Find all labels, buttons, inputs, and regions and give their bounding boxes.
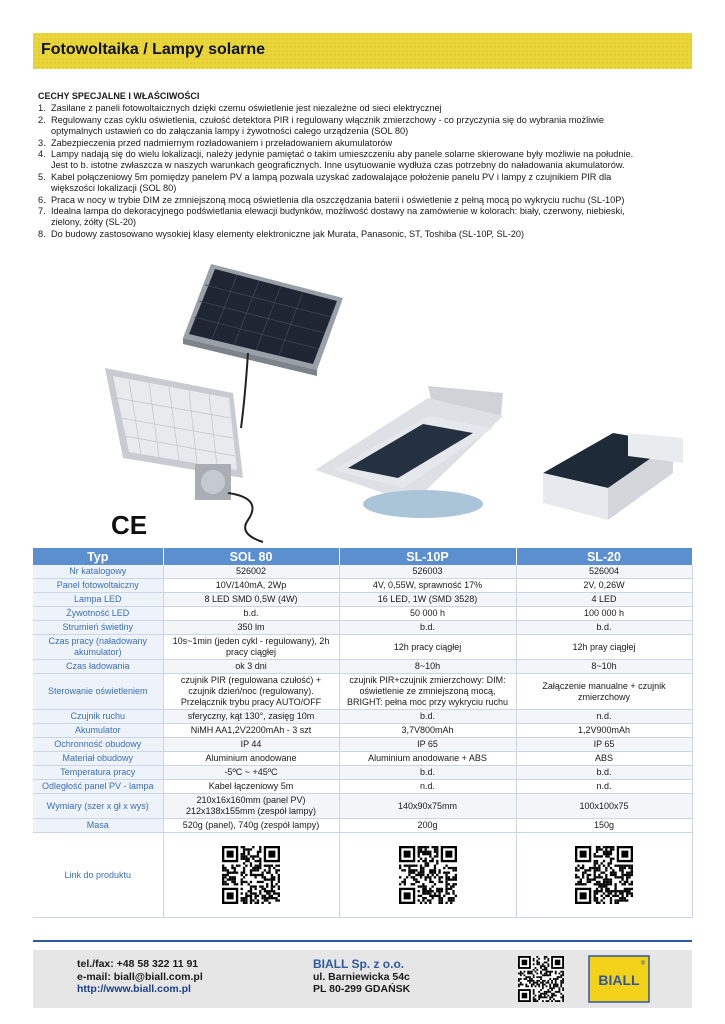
- cell-value: 8~10h: [516, 660, 692, 674]
- footer-qr-code[interactable]: [518, 956, 564, 1002]
- cell-value: 4V, 0,55W, sprawność 17%: [339, 579, 516, 593]
- row-label: Strumień świetlny: [33, 621, 163, 635]
- table-row-link: [33, 833, 692, 918]
- cell-value: sferyczny, kąt 130°, zasięg 10m: [163, 710, 339, 724]
- cell-value: n.d.: [339, 780, 516, 794]
- feature-item: [38, 195, 688, 206]
- table-row: [33, 579, 692, 593]
- cell-value: 12h pracy ciągłej: [339, 635, 516, 660]
- feature-line: Praca w nocy w trybie DIM ze zmniejszoną mocą oświetlenia dla oszczędzania baterii i oświetlenie z pełną mocą po wykryciu ruchu (SL-10P): [51, 194, 625, 205]
- feature-text: [51, 149, 688, 172]
- cell-value: 350 lm: [163, 621, 339, 635]
- feature-number: 4.: [38, 149, 46, 160]
- header-sol80: SOL 80: [163, 548, 339, 565]
- feature-item: [38, 138, 688, 149]
- cell-value: b.d.: [163, 607, 339, 621]
- cell-value: 8 LED SMD 0,5W (4W): [163, 593, 339, 607]
- city: PL 80-299 GDAŃSK: [313, 983, 411, 995]
- feature-line: większości lokalizacji (SOL 80): [51, 183, 177, 194]
- feature-text: [51, 206, 688, 229]
- feature-item: [38, 206, 688, 229]
- product-qr-code[interactable]: [399, 846, 457, 904]
- feature-number: 2.: [38, 114, 46, 125]
- cell-value: 210x16x160mm (panel PV) 212x138x155mm (zespół lampy): [163, 794, 339, 819]
- row-label: Lampa LED: [33, 593, 163, 607]
- cell-value: b.d.: [516, 766, 692, 780]
- contact-info: [77, 958, 203, 996]
- cell-value: czujnik PIR+czujnik zmierzchowy: DIM: oświetlenie ze zmniejszoną mocą, BRIGHT: pełna moc przy wykryciu ruchu: [339, 674, 516, 710]
- feature-line: Idealna lampa do dekoracyjnego podświetlania elewacji budynków, możliwość dostawy na zamówienie w kolorach: biały, czerwony, niebieski,: [51, 206, 625, 217]
- table-row: [33, 621, 692, 635]
- svg-text:BIALL: BIALL: [598, 972, 640, 988]
- sl20-lamp-image: [543, 433, 683, 520]
- company-name: BIALL Sp. z o.o.: [313, 957, 405, 971]
- cell-value: Załączenie manualne + czujnik zmierzchowy: [516, 674, 692, 710]
- feature-line: Do budowy zastosowano wysokiej klasy elementy elektroniczne jak Murata, Panasonic, ST, Toshiba (SL-10P, SL-20): [51, 228, 525, 239]
- table-row: [33, 819, 692, 833]
- table-row: [33, 607, 692, 621]
- product-qr-code[interactable]: [575, 846, 633, 904]
- row-label: Sterowanie oświetleniem: [33, 674, 163, 710]
- header-sl20: SL-20: [516, 548, 692, 565]
- row-label: Akumulator: [33, 724, 163, 738]
- cell-value: 8~10h: [339, 660, 516, 674]
- feature-text: [51, 172, 688, 195]
- feature-line: Regulowany czas cyklu oświetlenia, czułość detektora PIR i regulowany włącznik zmierzchowy - co przyczynia się do wybrania możliwie: [51, 114, 604, 125]
- qr-cell: [516, 833, 692, 918]
- street: ul. Barniewicka 54c: [313, 970, 410, 983]
- cell-value: IP 44: [163, 738, 339, 752]
- cell-value: Aluminium anodowane + ABS: [339, 752, 516, 766]
- row-label: Wymiary (szer x gł x wys): [33, 794, 163, 819]
- cell-value: b.d.: [339, 710, 516, 724]
- feature-text: [51, 103, 688, 114]
- feature-item: [38, 172, 688, 195]
- biall-logo: [588, 955, 650, 1003]
- table-row: [33, 593, 692, 607]
- feature-number: 5.: [38, 171, 46, 182]
- row-label: Materiał obudowy: [33, 752, 163, 766]
- feature-line: Zasilane z paneli fotowoltaicznych dzięki czemu oświetlenie jest niezależne od sieci elektrycznej: [51, 103, 442, 114]
- row-label: Nr katalogowy: [33, 565, 163, 579]
- table-row: [33, 565, 692, 579]
- ce-mark: CE: [111, 510, 148, 540]
- feature-text: [51, 229, 688, 240]
- cell-value: 12h pray ciągłej: [516, 635, 692, 660]
- cell-value: 10s~1min (jeden cykl - regulowany), 2h pracy ciągłej: [163, 635, 339, 660]
- feature-text: [51, 138, 688, 149]
- cell-value: IP 65: [339, 738, 516, 752]
- feature-number: 8.: [38, 228, 46, 239]
- qr-cell: [339, 833, 516, 918]
- bottom-divider: [33, 940, 692, 942]
- row-label: Czujnik ruchu: [33, 710, 163, 724]
- cell-value: Aluminium anodowane: [163, 752, 339, 766]
- table-row: [33, 724, 692, 738]
- row-label: Link do produktu: [33, 833, 163, 918]
- feature-item: [38, 115, 688, 138]
- phone: tel./fax: +48 58 322 11 91: [77, 958, 199, 970]
- cell-value: NiMH AA1,2V2200mAh - 3 szt: [163, 724, 339, 738]
- cell-value: ABS: [516, 752, 692, 766]
- cell-value: ok 3 dni: [163, 660, 339, 674]
- cell-value: b.d.: [339, 766, 516, 780]
- feature-line: zielony, żółty (SL-20): [51, 217, 137, 228]
- product-photos: [33, 258, 692, 548]
- row-label: Temperatura pracy: [33, 766, 163, 780]
- row-label: Odległość panel PV - lampa: [33, 780, 163, 794]
- feature-text: [51, 195, 688, 206]
- email-link[interactable]: e-mail: biall@biall.com.pl: [77, 970, 203, 983]
- table-row: [33, 674, 692, 710]
- cell-value: 2V, 0,26W: [516, 579, 692, 593]
- feature-line: Zabezpieczenia przed nadmiernym rozładowaniem i przeładowaniem akumulatorów: [51, 137, 393, 148]
- table-row: [33, 780, 692, 794]
- feature-line: Kabel połączeniowy 5m pomiędzy panelem PV a lampą pozwala uzyskać zadowalające położenie panelu PV i lampy z czujnikiem PIR dla: [51, 171, 612, 182]
- cell-value: 4 LED: [516, 593, 692, 607]
- feature-text: [51, 115, 688, 138]
- cell-value: 520g (panel), 740g (zespół lampy): [163, 819, 339, 833]
- company-address: [313, 958, 410, 996]
- table-row: [33, 766, 692, 780]
- features-heading: CECHY SPECJALNE I WŁAŚCIWOŚCI: [38, 91, 200, 101]
- page-title: Fotowoltaika / Lampy solarne: [41, 41, 266, 58]
- cell-value: 10V/140mA, 2Wp: [163, 579, 339, 593]
- website-link[interactable]: http://www.biall.com.pl: [77, 983, 191, 995]
- cell-value: n.d.: [516, 710, 692, 724]
- cell-value: b.d.: [339, 621, 516, 635]
- row-label: Czas pracy (naładowany akumulator): [33, 635, 163, 660]
- product-qr-code[interactable]: [222, 846, 280, 904]
- feature-line: Lampy nadają się do wielu lokalizacji, należy jedynie pamiętać o takim umieszczeniu aby panele solarne skierowane były możliwie na południe.: [51, 149, 634, 160]
- cell-value: 140x90x75mm: [339, 794, 516, 819]
- cell-value: 100x100x75: [516, 794, 692, 819]
- feature-number: 1.: [38, 103, 46, 114]
- table-row: [33, 752, 692, 766]
- feature-item: [38, 149, 688, 172]
- cell-value: 526002: [163, 565, 339, 579]
- table-row: [33, 738, 692, 752]
- table-row: [33, 635, 692, 660]
- cell-value: 1,2V900mAh: [516, 724, 692, 738]
- sl10p-lamp-image: [315, 386, 503, 518]
- table-row: [33, 710, 692, 724]
- features-list: [38, 103, 688, 240]
- row-label: Żywotność LED: [33, 607, 163, 621]
- footer: [33, 950, 692, 1008]
- table-row: [33, 660, 692, 674]
- header-type: Typ: [33, 548, 163, 565]
- cell-value: b.d.: [516, 621, 692, 635]
- cell-value: Kabel łączeniowy 5m: [163, 780, 339, 794]
- table-row: [33, 794, 692, 819]
- spec-table: [33, 548, 693, 918]
- cell-value: n.d.: [516, 780, 692, 794]
- cell-value: 526004: [516, 565, 692, 579]
- cell-value: 50 000 h: [339, 607, 516, 621]
- feature-line: Jest to b. istotne zwłaszcza w naszych warunkach geograficznych. Inne usytuowanie wydłuża czas potrzebny do naładowania akumulatorów.: [51, 160, 625, 171]
- feature-item: [38, 103, 688, 114]
- row-label: Ochronność obudowy: [33, 738, 163, 752]
- cell-value: -5ºC ~ +45ºC: [163, 766, 339, 780]
- cell-value: 100 000 h: [516, 607, 692, 621]
- title-banner: [33, 33, 692, 69]
- qr-cell: [163, 833, 339, 918]
- cell-value: 526003: [339, 565, 516, 579]
- feature-line: optymalnych ustawień co do załączania lampy i żywotności całego urządzenia (SOL 80): [51, 126, 409, 137]
- cell-value: 3,7V800mAh: [339, 724, 516, 738]
- row-label: Masa: [33, 819, 163, 833]
- cell-value: 16 LED, 1W (SMD 3528): [339, 593, 516, 607]
- cell-value: IP 65: [516, 738, 692, 752]
- header-sl10p: SL-10P: [339, 548, 516, 565]
- feature-number: 3.: [38, 137, 46, 148]
- cell-value: 200g: [339, 819, 516, 833]
- cell-value: czujnik PIR (regulowana czułość) + czujnik dzień/noc (regulowany). Przełącznik trybu pracy AUTO/OFF: [163, 674, 339, 710]
- cell-value: 150g: [516, 819, 692, 833]
- svg-text:®: ®: [640, 961, 646, 967]
- features-section: [38, 91, 688, 240]
- row-label: Panel fotowoltaiczny: [33, 579, 163, 593]
- feature-number: 6.: [38, 194, 46, 205]
- row-label: Czas ładowania: [33, 660, 163, 674]
- feature-number: 7.: [38, 206, 46, 217]
- feature-item: [38, 229, 688, 240]
